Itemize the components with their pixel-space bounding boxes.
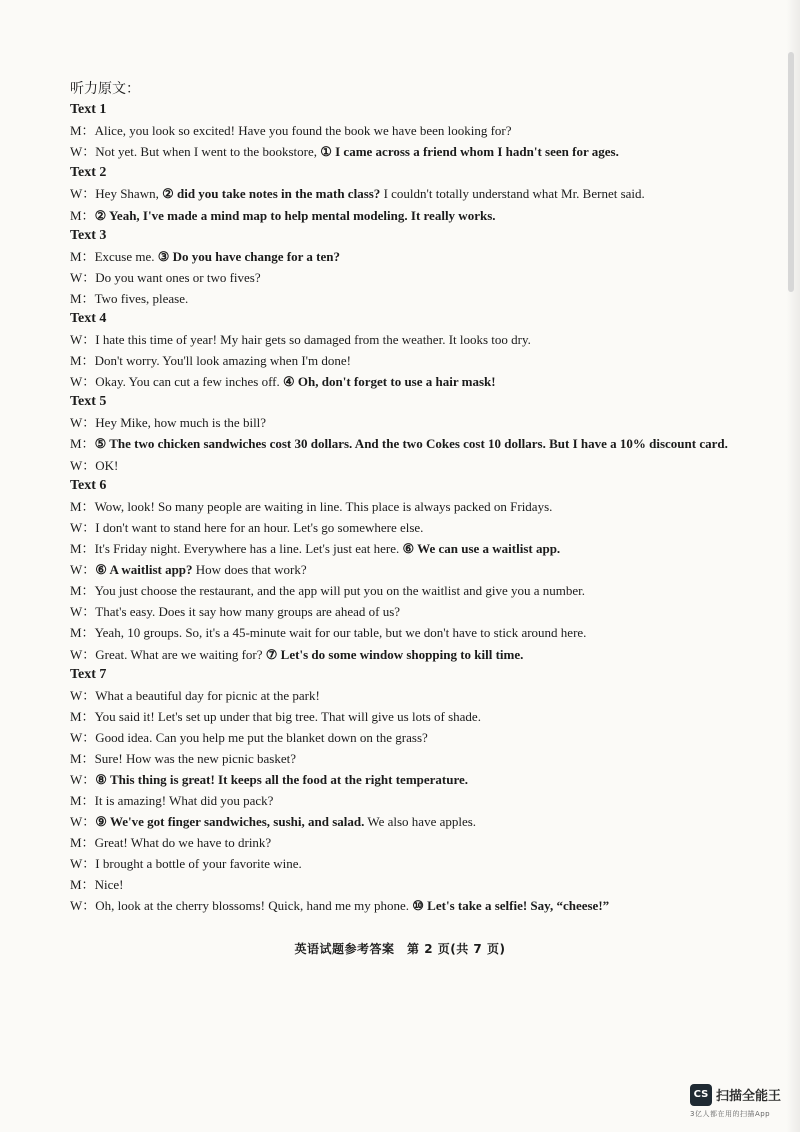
watermark-app-name: 扫描全能王 <box>716 1089 782 1104</box>
speaker-label: W： <box>70 898 96 913</box>
dialogue-text: What a beautiful day for picnic at the park! <box>95 688 320 703</box>
section-title: Text 2 <box>70 165 107 180</box>
dialogue-text: Good idea. Can you help me put the blanket down on the grass? <box>95 730 428 745</box>
dialogue-text: Don't worry. You'll look amazing when I'm done! <box>94 353 351 368</box>
dialogue-line <box>70 412 738 433</box>
dialogue-line <box>70 790 738 811</box>
text-section <box>70 163 738 226</box>
speaker-label: M： <box>70 793 95 808</box>
speaker-label: M： <box>70 625 95 640</box>
answer-highlight: ① I came across a friend whom I hadn't seen for ages. <box>320 144 619 159</box>
dialogue-line <box>70 580 738 601</box>
dialogue-text: Hey Mike, how much is the bill? <box>95 415 267 430</box>
dialogue-line <box>70 685 738 706</box>
answer-highlight: ③ Do you have change for a ten? <box>157 249 340 264</box>
speaker-label: M： <box>70 751 95 766</box>
dialogue-line <box>70 748 738 769</box>
dialogue-text: Wow, look! So many people are waiting in line. This place is always packed on Fridays. <box>94 499 553 514</box>
section-title: Text 1 <box>70 102 107 117</box>
speaker-label: M： <box>70 583 95 598</box>
answer-highlight: ④ Oh, don't forget to use a hair mask! <box>283 374 496 389</box>
speaker-label: W： <box>70 814 96 829</box>
answer-highlight: ⑥ We can use a waitlist app. <box>402 541 561 556</box>
speaker-label: W： <box>70 332 96 347</box>
speaker-label: W： <box>70 562 96 577</box>
speaker-label: W： <box>70 856 96 871</box>
speaker-label: M： <box>70 835 95 850</box>
section-title: Text 5 <box>70 394 107 409</box>
section-title: Text 7 <box>70 667 107 682</box>
dialogue-line <box>70 517 738 538</box>
dialogue-text: Great! What do we have to drink? <box>94 835 272 850</box>
speaker-label: W： <box>70 688 96 703</box>
speaker-label: W： <box>70 772 96 787</box>
dialogue-line <box>70 622 738 644</box>
dialogue-text: Do you want ones or two fives? <box>95 270 261 285</box>
dialogue-line <box>70 205 738 226</box>
answer-highlight: ⑤ The two chicken sandwiches cost 30 dollars. And the two Cokes cost 10 dollars. But I have a 10% discount card. <box>94 436 728 451</box>
speaker-label: W： <box>70 270 96 285</box>
speaker-label: M： <box>70 208 95 223</box>
dialogue-line <box>70 706 738 727</box>
section-title: Text 4 <box>70 311 107 326</box>
speaker-label: W： <box>70 520 96 535</box>
watermark-tagline: 3亿人都在用的扫描App <box>690 1110 771 1118</box>
dialogue-line <box>70 832 738 853</box>
speaker-label: M： <box>70 291 95 306</box>
transcript-content <box>70 78 738 916</box>
dialogue-text: Nice! <box>94 877 124 892</box>
dialogue-text: We also have apples. <box>364 814 477 829</box>
section-title: Text 3 <box>70 228 107 243</box>
answer-highlight: ⑧ This thing is great! It keeps all the food at the right temperature. <box>95 772 469 787</box>
dialogue-text: How does that work? <box>192 562 307 577</box>
page-heading: 听力原文： <box>70 81 140 97</box>
dialogue-text: Two fives, please. <box>94 291 189 306</box>
dialogue-line <box>70 538 738 559</box>
dialogue-line <box>70 371 738 392</box>
speaker-label: W： <box>70 374 96 389</box>
text-section <box>70 476 738 665</box>
text-section <box>70 392 738 476</box>
answer-highlight: ② did you take notes in the math class? <box>162 186 381 201</box>
speaker-label: W： <box>70 458 96 473</box>
dialogue-text: Yeah, 10 groups. So, it's a 45-minute wait for our table, but we don't have to stick around here. <box>94 625 587 640</box>
dialogue-line <box>70 433 738 455</box>
dialogue-line <box>70 644 738 665</box>
speaker-label: M： <box>70 249 95 264</box>
dialogue-line <box>70 727 738 748</box>
dialogue-text: Okay. You can cut a few inches off. <box>95 374 284 389</box>
speaker-label: W： <box>70 186 96 201</box>
dialogue-text: Not yet. But when I went to the bookstore, <box>95 144 321 159</box>
text-section <box>70 100 738 163</box>
dialogue-line <box>70 329 738 350</box>
speaker-label: W： <box>70 415 96 430</box>
dialogue-text: Hey Shawn, <box>95 186 163 201</box>
section-title: Text 6 <box>70 478 107 493</box>
speaker-label: M： <box>70 436 95 451</box>
dialogue-text: It's Friday night. Everywhere has a line. Let's just eat here. <box>94 541 403 556</box>
page-footer: 英语试题参考答案 第 2 页(共 7 页) <box>294 942 506 956</box>
dialogue-line <box>70 559 738 580</box>
dialogue-line <box>70 120 738 141</box>
dialogue-line <box>70 496 738 517</box>
dialogue-text: I brought a bottle of your favorite wine. <box>95 856 302 871</box>
text-section <box>70 309 738 392</box>
dialogue-text: Sure! How was the new picnic basket? <box>94 751 296 766</box>
dialogue-line <box>70 769 738 790</box>
dialogue-text: You just choose the restaurant, and the app will put you on the waitlist and give you a number. <box>94 583 585 598</box>
answer-highlight: ⑩ Let's take a selfie! Say, “cheese!” <box>412 898 610 913</box>
dialogue-text: Excuse me. <box>94 249 158 264</box>
speaker-label: W： <box>70 604 96 619</box>
answer-highlight: ⑥ A waitlist app? <box>95 562 193 577</box>
dialogue-line <box>70 267 738 288</box>
dialogue-text: Oh, look at the cherry blossoms! Quick, hand me my phone. <box>95 898 413 913</box>
dialogue-text: That's easy. Does it say how many groups are ahead of us? <box>95 604 401 619</box>
dialogue-text: You said it! Let's set up under that big tree. That will give us lots of shade. <box>94 709 481 724</box>
dialogue-text: I don't want to stand here for an hour. Let's go somewhere else. <box>95 520 424 535</box>
dialogue-line <box>70 350 738 371</box>
scanner-watermark <box>690 1082 795 1122</box>
dialogue-line <box>70 874 738 895</box>
dialogue-line <box>70 455 738 476</box>
camscanner-logo-icon: CS <box>690 1084 712 1106</box>
dialogue-text: OK! <box>95 458 119 473</box>
dialogue-line <box>70 141 738 163</box>
dialogue-line <box>70 601 738 622</box>
speaker-label: M： <box>70 709 95 724</box>
speaker-label: M： <box>70 499 95 514</box>
dialogue-text: It is amazing! What did you pack? <box>94 793 274 808</box>
text-section <box>70 665 738 916</box>
answer-highlight: ② Yeah, I've made a mind map to help mental modeling. It really works. <box>94 208 496 223</box>
dialogue-line <box>70 288 738 309</box>
dialogue-line <box>70 895 738 916</box>
speaker-label: M： <box>70 123 95 138</box>
dialogue-line <box>70 246 738 267</box>
dialogue-line <box>70 183 738 205</box>
speaker-label: M： <box>70 353 95 368</box>
dialogue-text: I hate this time of year! My hair gets so damaged from the weather. It looks too dry. <box>95 332 531 347</box>
dialogue-text: I couldn't totally understand what Mr. Bernet said. <box>380 186 645 201</box>
answer-highlight: ⑦ Let's do some window shopping to kill time. <box>265 647 524 662</box>
speaker-label: W： <box>70 730 96 745</box>
dialogue-text: Alice, you look so excited! Have you found the book we have been looking for? <box>94 123 512 138</box>
speaker-label: W： <box>70 144 96 159</box>
speaker-label: M： <box>70 541 95 556</box>
dialogue-text: Great. What are we waiting for? <box>95 647 266 662</box>
transcript-sections <box>70 100 738 916</box>
dialogue-line <box>70 853 738 874</box>
speaker-label: M： <box>70 877 95 892</box>
dialogue-line <box>70 811 738 832</box>
scrollbar[interactable] <box>788 52 794 292</box>
text-section <box>70 226 738 309</box>
speaker-label: W： <box>70 647 96 662</box>
answer-highlight: ⑨ We've got finger sandwiches, sushi, and salad. <box>95 814 365 829</box>
